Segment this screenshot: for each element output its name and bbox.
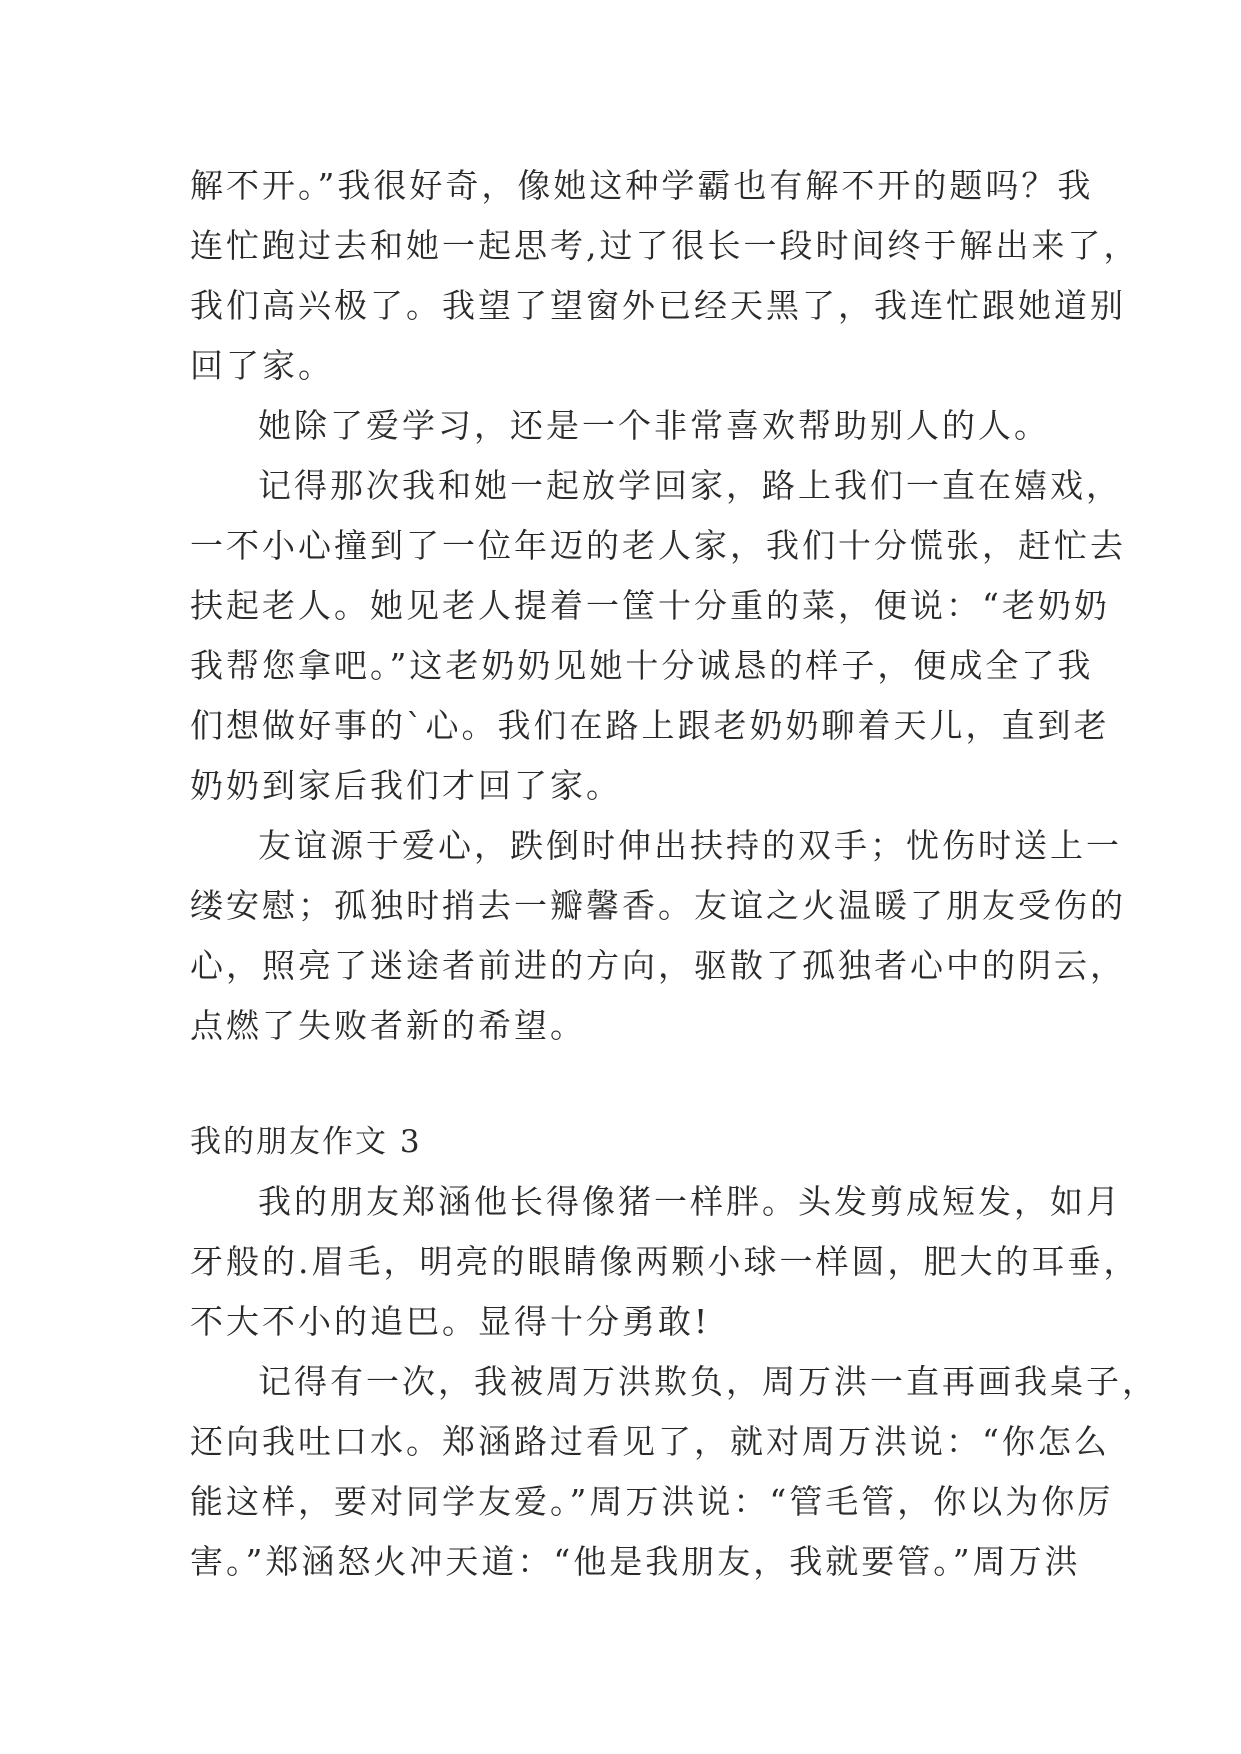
paragraph-line: 我帮您拿吧。”这老奶奶见她十分诚恳的样子，便成全了我: [190, 646, 1094, 685]
paragraph-line: 缕安慰；孤独时捎去一瓣馨香。友谊之火温暖了朋友受伤的: [190, 886, 1126, 925]
paragraph-line: 记得那次我和她一起放学回家，路上我们一直在嬉戏，: [258, 466, 1122, 505]
paragraph-line: 奶奶到家后我们才回了家。: [190, 766, 622, 805]
paragraph-line: 点燃了失败者新的希望。: [190, 1006, 586, 1045]
paragraph-line: 记得有一次，我被周万洪欺负，周万洪一直再画我桌子，: [258, 1362, 1158, 1401]
paragraph-line: 扶起老人。她见老人提着一筐十分重的菜，便说：“老奶奶: [190, 586, 1110, 625]
paragraph-line: 我的朋友郑涵他长得像猪一样胖。头发剪成短发，如月: [258, 1182, 1122, 1221]
paragraph-line: 不大不小的追巴。显得十分勇敢!: [190, 1302, 711, 1341]
essay-section-continued: [190, 156, 1140, 1056]
paragraph-line: 还向我吐口水。郑涵路过看见了，就对周万洪说：“你怎么: [190, 1422, 1110, 1461]
paragraph-line: 连忙跑过去和她一起思考,过了很长一段时间终于解出来了，: [190, 226, 1140, 265]
paragraph-line: 牙般的.眉毛，明亮的眼睛像两颗小球一样圆，肥大的耳垂，: [190, 1242, 1140, 1281]
paragraph-line: 心，照亮了迷途者前进的方向，驱散了孤独者心中的阴云，: [190, 946, 1126, 985]
paragraph-line: 我们高兴极了。我望了望窗外已经天黑了，我连忙跟她道别: [190, 286, 1126, 325]
essay-section-3: [190, 1112, 1158, 1592]
paragraph-line: 她除了爱学习，还是一个非常喜欢帮助别人的人。: [258, 406, 1050, 445]
paragraph-line: 们想做好事的`心。我们在路上跟老奶奶聊着天儿，直到老: [190, 706, 1110, 745]
paragraph-line: 解不开。”我很好奇，像她这种学霸也有解不开的题吗？我: [190, 166, 1094, 205]
paragraph-line: 回了家。: [190, 346, 334, 385]
paragraph-line: 友谊源于爱心，跌倒时伸出扶持的双手；忧伤时送上一: [258, 826, 1122, 865]
essay-heading: 我的朋友作文 3: [190, 1124, 422, 1160]
paragraph-line: 害。”郑涵怒火冲天道：“他是我朋友，我就要管。”周万洪: [190, 1542, 1081, 1581]
paragraph-line: 一不小心撞到了一位年迈的老人家，我们十分慌张，赶忙去: [190, 526, 1126, 565]
paragraph-line: 能这样，要对同学友爱。”周万洪说：“管毛管，你以为你厉: [190, 1482, 1114, 1521]
